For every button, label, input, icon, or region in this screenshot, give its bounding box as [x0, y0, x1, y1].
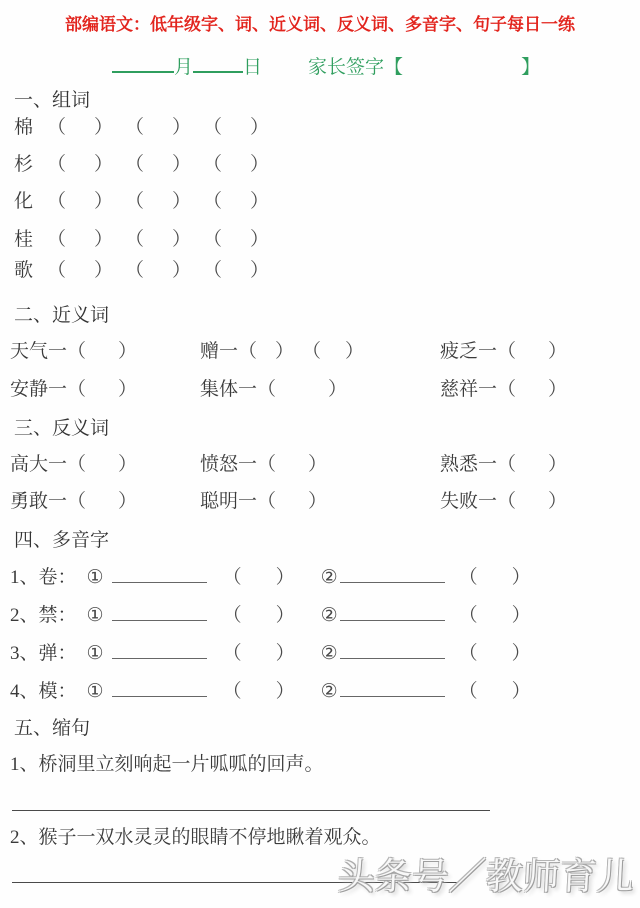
duoyinzi-row-1 — [10, 565, 531, 591]
paren-open: （ — [222, 681, 242, 702]
paren-open: （ — [47, 229, 67, 250]
answer-blank — [497, 489, 567, 515]
circled-two: ② — [320, 567, 338, 588]
answer-blank — [497, 377, 567, 403]
dash: 一 — [48, 341, 68, 362]
paren-close: ） — [118, 491, 138, 512]
paren-open: （ — [47, 260, 67, 281]
synonym-item — [440, 339, 567, 365]
watermark: 头条号／教师育儿 — [336, 856, 635, 897]
paren-close: ） — [172, 117, 192, 138]
synonym-item — [200, 339, 364, 365]
paren-close: ） — [250, 260, 270, 281]
answer-blank — [459, 603, 531, 629]
paren-open: （ — [203, 229, 223, 250]
answer-blank — [67, 339, 137, 365]
paren-close: ） — [250, 154, 270, 175]
dash: 一 — [238, 491, 258, 512]
paren-close: ） — [511, 643, 531, 664]
answer-blank — [125, 189, 191, 215]
answer-blank — [257, 452, 327, 478]
answer-blank — [257, 377, 347, 403]
colon: ： — [57, 605, 77, 626]
answer-blank — [203, 258, 269, 284]
duoyinzi-row-2 — [10, 603, 531, 629]
paren-open: （ — [222, 567, 242, 588]
write-line — [340, 642, 445, 659]
paren-open: （ — [125, 260, 145, 281]
paren-open: （ — [497, 491, 517, 512]
paren-open: （ — [458, 605, 478, 626]
word: 勇敢 — [10, 491, 49, 512]
duoyinzi-row-3 — [10, 641, 531, 667]
antonym-item — [440, 489, 567, 515]
answer-blank — [223, 565, 295, 591]
paren-open: （ — [67, 454, 87, 475]
colon: ： — [57, 567, 77, 588]
zuci-row-5 — [14, 258, 281, 284]
answer-blank — [47, 152, 113, 178]
paren-close: ） — [308, 454, 328, 475]
item-number: 3、 — [10, 643, 39, 664]
poly-char: 模 — [38, 681, 58, 702]
paren-close: ） — [172, 154, 192, 175]
synonym-item — [10, 377, 137, 403]
poly-char: 弹 — [38, 643, 58, 664]
paren-open: （ — [203, 260, 223, 281]
paren-close: ） — [548, 491, 568, 512]
word: 天气 — [10, 341, 49, 362]
item-number: 4、 — [10, 681, 39, 702]
word: 愤怒 — [200, 454, 239, 475]
write-line — [112, 642, 207, 659]
antonym-item — [200, 489, 327, 515]
fanyici-row-2 — [0, 489, 640, 515]
write-line — [112, 604, 207, 621]
zuci-row-3 — [14, 189, 281, 215]
answer-blank — [125, 258, 191, 284]
paren-open: （ — [47, 154, 67, 175]
paren-close: ） — [172, 229, 192, 250]
dash: 一 — [219, 341, 239, 362]
item-number: 1、 — [10, 754, 39, 775]
zuci-row-1 — [14, 115, 281, 141]
paren-open: （ — [125, 229, 145, 250]
word: 失败 — [440, 491, 479, 512]
paren-close: ） — [250, 191, 270, 212]
parent-sign-label: 家长签字 — [308, 57, 385, 78]
paren-open: （ — [203, 154, 223, 175]
colon: ： — [57, 681, 77, 702]
paren-close: ） — [250, 117, 270, 138]
answer-blank — [223, 679, 295, 705]
paren-open: （ — [238, 341, 258, 362]
colon: ： — [57, 643, 77, 664]
paren-open: （ — [125, 191, 145, 212]
circled-one: ① — [86, 681, 104, 702]
antonym-item — [440, 452, 567, 478]
paren-close: ） — [94, 154, 114, 175]
paren-open: （ — [222, 605, 242, 626]
day-label: 日 — [243, 57, 263, 78]
paren-open: （ — [125, 117, 145, 138]
paren-close: ） — [511, 605, 531, 626]
answer-blank — [302, 339, 364, 365]
section-heading-jinyici: 二、近义词 — [14, 305, 110, 326]
paren-close: ） — [250, 229, 270, 250]
paren-open: （ — [458, 567, 478, 588]
paren-open: （ — [203, 191, 223, 212]
section-heading-duoyinzi: 四、多音字 — [14, 530, 110, 551]
zuci-char: 歌 — [14, 260, 34, 281]
paren-close: ） — [118, 454, 138, 475]
circled-one: ① — [86, 643, 104, 664]
dash: 一 — [478, 341, 498, 362]
paren-open: （ — [203, 117, 223, 138]
poly-char: 卷 — [38, 567, 58, 588]
antonym-item — [10, 452, 137, 478]
sentence-2 — [10, 825, 381, 851]
answer-blank — [203, 115, 269, 141]
dash: 一 — [478, 454, 498, 475]
write-line — [112, 566, 207, 583]
circled-two: ② — [320, 605, 338, 626]
answer-blank — [203, 189, 269, 215]
word: 疲乏 — [440, 341, 479, 362]
paren-open: （ — [67, 341, 87, 362]
circled-two: ② — [320, 681, 338, 702]
day-blank — [193, 54, 243, 73]
paren-close: ） — [345, 341, 365, 362]
paren-open: （ — [497, 341, 517, 362]
paren-close: ） — [118, 341, 138, 362]
answer-blank — [497, 339, 567, 365]
paren-close: ） — [172, 260, 192, 281]
paren-close: ） — [172, 191, 192, 212]
write-line — [340, 680, 445, 697]
word: 安静 — [10, 379, 49, 400]
answer-blank — [125, 115, 191, 141]
paren-close: ） — [275, 643, 295, 664]
answer-blank — [47, 227, 113, 253]
answer-blank — [459, 679, 531, 705]
answer-blank — [47, 189, 113, 215]
write-line — [340, 604, 445, 621]
page-title: 部编语文：低年级字、词、近义词、反义词、多音字、句子每日一练 — [65, 15, 575, 34]
item-number: 1、 — [10, 567, 39, 588]
answer-blank — [497, 452, 567, 478]
answer-blank — [125, 152, 191, 178]
bracket-close: 】 — [521, 57, 541, 78]
answer-line — [12, 810, 490, 811]
antonym-item — [10, 489, 137, 515]
paren-open: （ — [47, 191, 67, 212]
answer-blank — [47, 115, 113, 141]
answer-blank — [459, 641, 531, 667]
zuci-char: 杉 — [14, 154, 34, 175]
paren-close: ） — [308, 491, 328, 512]
dash: 一 — [238, 454, 258, 475]
word: 聪明 — [200, 491, 239, 512]
zuci-char: 棉 — [14, 117, 34, 138]
dash: 一 — [478, 379, 498, 400]
write-line — [112, 680, 207, 697]
paren-close: ） — [94, 229, 114, 250]
duoyinzi-row-4 — [10, 679, 531, 705]
paren-open: （ — [257, 454, 277, 475]
zuci-char: 桂 — [14, 229, 34, 250]
dash: 一 — [48, 454, 68, 475]
paren-close: ） — [548, 379, 568, 400]
word: 慈祥 — [440, 379, 479, 400]
paren-open: （ — [497, 379, 517, 400]
paren-close: ） — [328, 379, 348, 400]
month-blank — [112, 54, 174, 73]
paren-close: ） — [511, 567, 531, 588]
jinyici-row-2 — [0, 377, 640, 403]
paren-close: ） — [94, 191, 114, 212]
answer-blank — [67, 489, 137, 515]
synonym-item — [10, 339, 137, 365]
sentence-text: 猴子一双水灵灵的眼睛不停地瞅着观众。 — [38, 827, 381, 848]
paren-close: ） — [94, 117, 114, 138]
sentence-text: 桥洞里立刻响起一片呱呱的回声。 — [38, 754, 324, 775]
zuci-char: 化 — [14, 191, 34, 212]
dash: 一 — [48, 491, 68, 512]
word: 赠 — [200, 341, 220, 362]
answer-blank — [125, 227, 191, 253]
paren-close: ） — [275, 605, 295, 626]
word: 熟悉 — [440, 454, 479, 475]
item-number: 2、 — [10, 827, 39, 848]
item-number: 2、 — [10, 605, 39, 626]
fanyici-row-1 — [0, 452, 640, 478]
signature-blank — [403, 56, 521, 73]
answer-blank — [47, 258, 113, 284]
answer-blank — [67, 377, 137, 403]
dash: 一 — [238, 379, 258, 400]
paren-open: （ — [257, 379, 277, 400]
word: 高大 — [10, 454, 49, 475]
section-heading-suoju: 五、缩句 — [14, 718, 91, 739]
date-signature-line — [0, 52, 640, 79]
paren-close: ） — [275, 567, 295, 588]
paren-open: （ — [67, 379, 87, 400]
answer-blank — [203, 227, 269, 253]
paren-open: （ — [458, 643, 478, 664]
paren-close: ） — [548, 454, 568, 475]
paren-open: （ — [47, 117, 67, 138]
paren-close: ） — [275, 681, 295, 702]
circled-two: ② — [320, 643, 338, 664]
paren-close: ） — [118, 379, 138, 400]
paren-open: （ — [125, 154, 145, 175]
paren-open: （ — [257, 491, 277, 512]
paren-open: （ — [458, 681, 478, 702]
answer-blank — [223, 641, 295, 667]
sentence-1 — [10, 752, 324, 778]
answer-blank — [67, 452, 137, 478]
answer-blank — [203, 152, 269, 178]
dash: 一 — [478, 491, 498, 512]
circled-one: ① — [86, 567, 104, 588]
zuci-row-4 — [14, 227, 281, 253]
paren-open: （ — [222, 643, 242, 664]
poly-char: 禁 — [38, 605, 58, 626]
answer-blank — [459, 565, 531, 591]
write-line — [340, 566, 445, 583]
bracket-open: 【 — [384, 57, 404, 78]
zuci-row-2 — [14, 152, 281, 178]
synonym-item — [200, 377, 347, 403]
section-heading-fanyici: 三、反义词 — [14, 418, 110, 439]
section-heading-zuci: 一、组词 — [14, 90, 91, 111]
paren-open: （ — [497, 454, 517, 475]
paren-close: ） — [94, 260, 114, 281]
antonym-item — [200, 452, 327, 478]
answer-blank — [238, 339, 294, 365]
synonym-item — [440, 377, 567, 403]
paren-open: （ — [302, 341, 322, 362]
paren-open: （ — [67, 491, 87, 512]
paren-close: ） — [511, 681, 531, 702]
jinyici-row-1 — [0, 339, 640, 365]
answer-blank — [257, 489, 327, 515]
paren-close: ） — [275, 341, 295, 362]
answer-blank — [223, 603, 295, 629]
dash: 一 — [48, 379, 68, 400]
month-label: 月 — [174, 57, 194, 78]
paren-close: ） — [548, 341, 568, 362]
circled-one: ① — [86, 605, 104, 626]
word: 集体 — [200, 379, 239, 400]
